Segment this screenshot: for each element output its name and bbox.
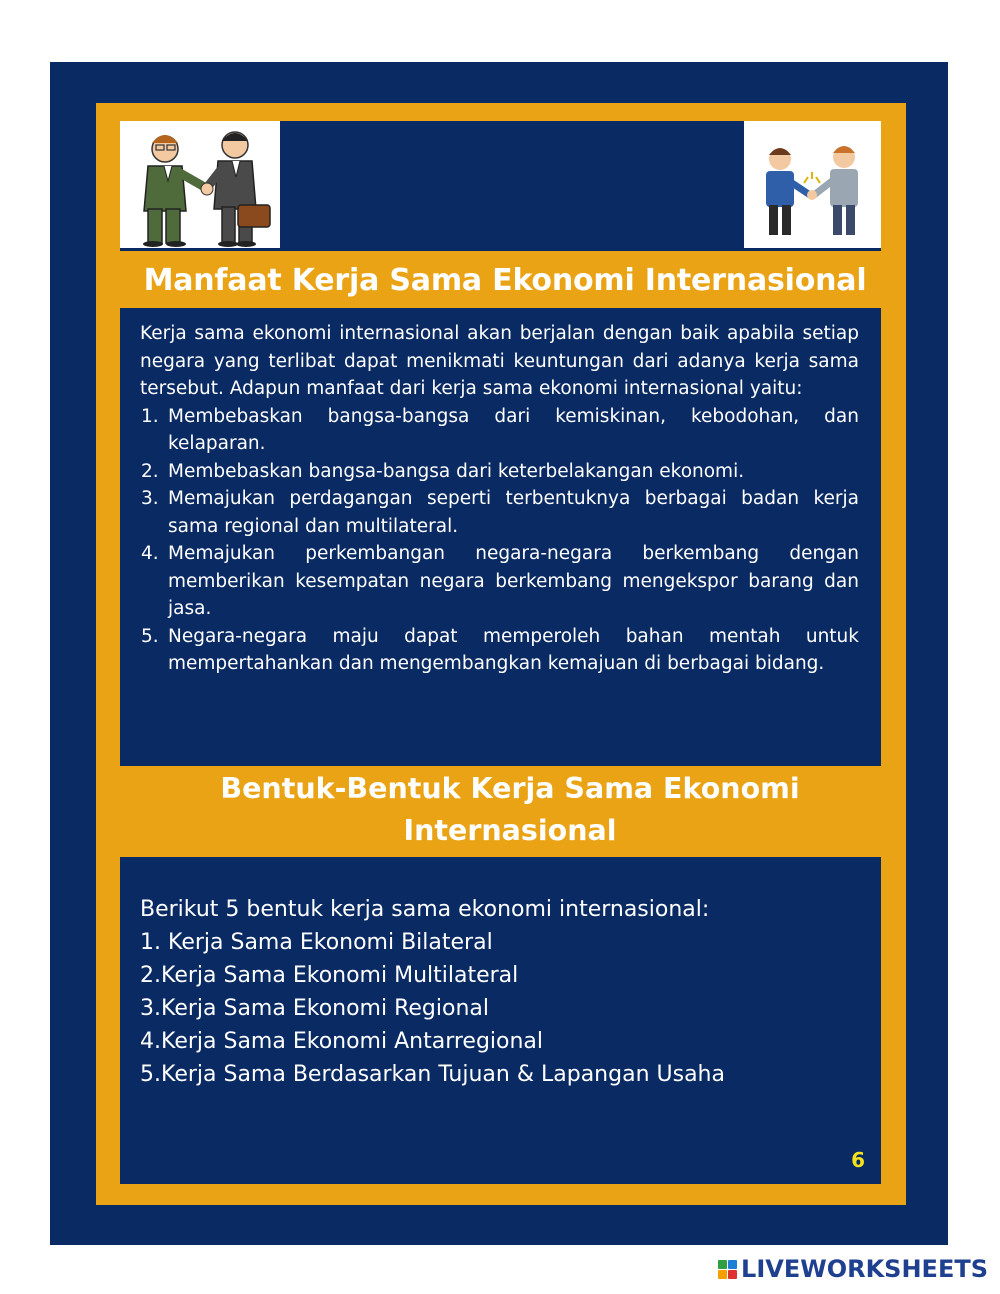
benefits-list — [140, 403, 859, 678]
list-item-text: Membebaskan bangsa-bangsa dari kemiskinan, kebodohan, dan kelaparan. — [168, 405, 859, 454]
list-item — [140, 485, 859, 540]
list-item-text: Memajukan perkembangan negara-negara berkembang dengan memberikan kesempatan negara berkembang mengekspor barang dan jasa. — [168, 543, 859, 619]
list-item: 1. Kerja Sama Ekonomi Bilateral — [140, 930, 493, 955]
list-item: 3.Kerja Sama Ekonomi Regional — [140, 996, 490, 1021]
list-item-text: Membebaskan bangsa-bangsa dari keterbelakangan ekonomi. — [168, 460, 745, 482]
list-item-number: 1. — [141, 405, 159, 427]
list-item-text: Negara-negara maju dapat memperoleh bahan mentah untuk mempertahankan dan mengembangkan kemajuan di berbagai bidang. — [168, 625, 859, 674]
list-item — [140, 623, 859, 678]
benefits-panel — [120, 308, 881, 766]
brand-name: LIVEWORKSHEETS — [741, 1255, 988, 1283]
list-item-text: Memajukan perdagangan seperti terbentuknya berbagai badan kerja sama regional dan multilateral. — [168, 488, 859, 537]
list-item-number: 3. — [141, 488, 159, 509]
handshake-businessmen-icon — [120, 121, 280, 248]
handshake-people-icon — [744, 121, 881, 248]
benefits-heading: Manfaat Kerja Sama Ekonomi Internasional — [143, 263, 867, 298]
page-number: 6 — [851, 1148, 865, 1172]
liveworksheets-brand[interactable] — [718, 1254, 988, 1284]
list-item — [140, 540, 859, 623]
list-item — [140, 458, 859, 486]
forms-intro: Berikut 5 bentuk kerja sama ekonomi internasional: — [140, 897, 710, 922]
list-item-number: 5. — [141, 625, 159, 647]
forms-panel — [120, 857, 881, 1184]
forms-list — [140, 926, 859, 1091]
list-item: 5.Kerja Sama Berdasarkan Tujuan & Lapangan Usaha — [140, 1062, 725, 1087]
liveworksheets-logo-icon — [718, 1260, 737, 1279]
list-item: 2.Kerja Sama Ekonomi Multilateral — [140, 963, 519, 988]
list-item-number: 2. — [141, 460, 159, 482]
forms-heading: Bentuk-Bentuk Kerja Sama Ekonomi Internasional — [220, 772, 800, 847]
list-item: 4.Kerja Sama Ekonomi Antarregional — [140, 1029, 544, 1054]
benefits-intro: Kerja sama ekonomi internasional akan berjalan dengan baik apabila setiap negara yang terlibat dapat menikmati keuntungan dari adanya kerja sama tersebut. Adapun manfaat dari kerja sama ekonomi internasional yaitu: — [140, 323, 859, 399]
list-item — [140, 403, 859, 458]
list-item-number: 4. — [141, 543, 159, 564]
